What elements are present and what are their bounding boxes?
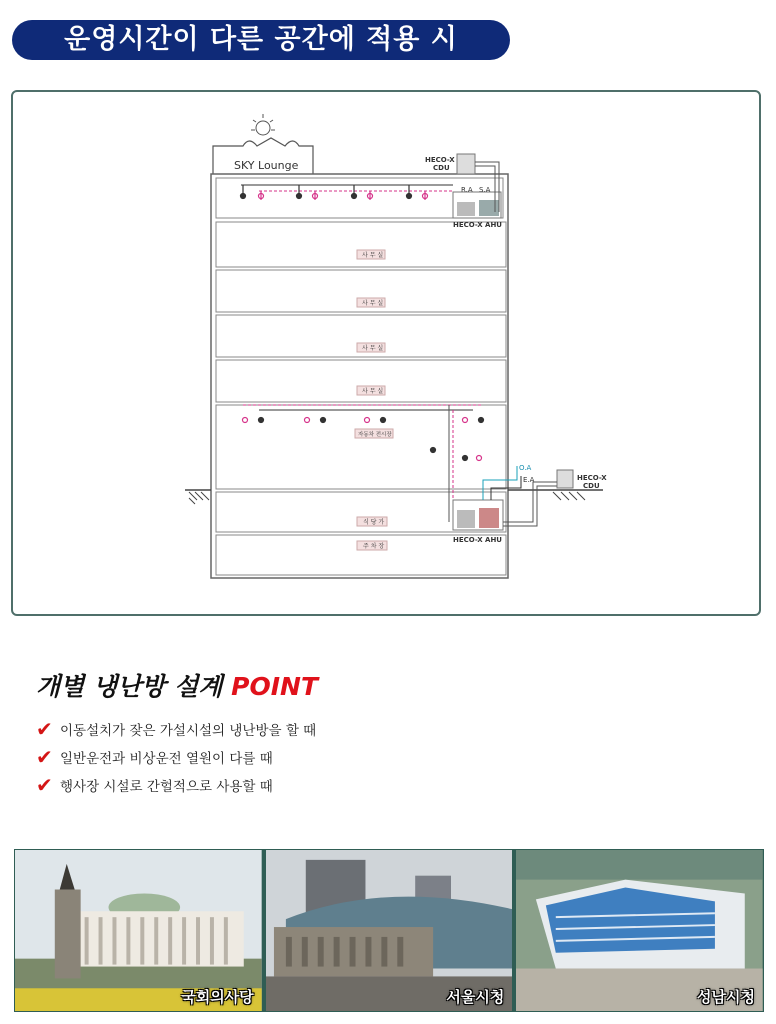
showroom-label: 자동차 전시장 (358, 432, 392, 438)
floor-label-3: 사 무 실 (362, 345, 384, 352)
hvac-building-illustration (13, 92, 759, 614)
photo-strip (14, 849, 764, 1012)
oa-label: O.A (519, 464, 532, 472)
point-heading-text: 개별 냉난방 설계 (36, 672, 232, 701)
point-list (36, 715, 316, 799)
cdu-top-label-2: CDU (433, 164, 450, 172)
photo-national-assembly (14, 849, 263, 1012)
ahu-top-label: HECO-X AHU (453, 221, 502, 229)
list-item-text: 일반운전과 비상운전 열원이 다를 때 (60, 751, 273, 767)
list-item-text: 행사장 시설로 간헐적으로 사용할 때 (60, 779, 273, 795)
parking-label: 주 차 장 (363, 543, 385, 550)
list-item-text: 이동설치가 잦은 가설시설의 냉난방을 할 때 (60, 723, 317, 739)
restaurant-label: 식 당 가 (363, 519, 385, 526)
sa-label: S.A (479, 186, 491, 194)
building-diagram (11, 90, 761, 616)
check-icon: ✔ (36, 717, 53, 741)
cdu-side-label-2: CDU (583, 482, 600, 490)
cdu-top-label-1: HECO-X (425, 156, 455, 164)
ra-label: R.A (461, 186, 473, 194)
photo-caption: 서울시청 (446, 988, 505, 1006)
check-icon: ✔ (36, 745, 53, 769)
floor-label-4: 사 무 실 (362, 388, 384, 395)
sky-lounge-label: SKY Lounge (234, 159, 299, 172)
list-item (36, 715, 316, 743)
page-title: 운영시간이 다른 공간에 적용 시 (12, 20, 510, 60)
photo-seoul-city-hall (265, 849, 514, 1012)
point-heading (36, 667, 318, 703)
floor-label-1: 사 무 실 (362, 252, 384, 259)
ahu-bottom-label: HECO-X AHU (453, 536, 502, 544)
cdu-side-label-1: HECO-X (577, 474, 607, 482)
check-icon: ✔ (36, 773, 53, 797)
floor-label-2: 사 무 실 (362, 300, 384, 307)
list-item (36, 771, 316, 799)
list-item (36, 743, 316, 771)
photo-caption: 국회의사당 (181, 988, 254, 1006)
point-heading-accent: POINT (231, 672, 319, 701)
photo-caption: 성남시청 (697, 988, 756, 1006)
ea-label: E.A (523, 476, 535, 484)
photo-seongnam-city-hall (515, 849, 764, 1012)
